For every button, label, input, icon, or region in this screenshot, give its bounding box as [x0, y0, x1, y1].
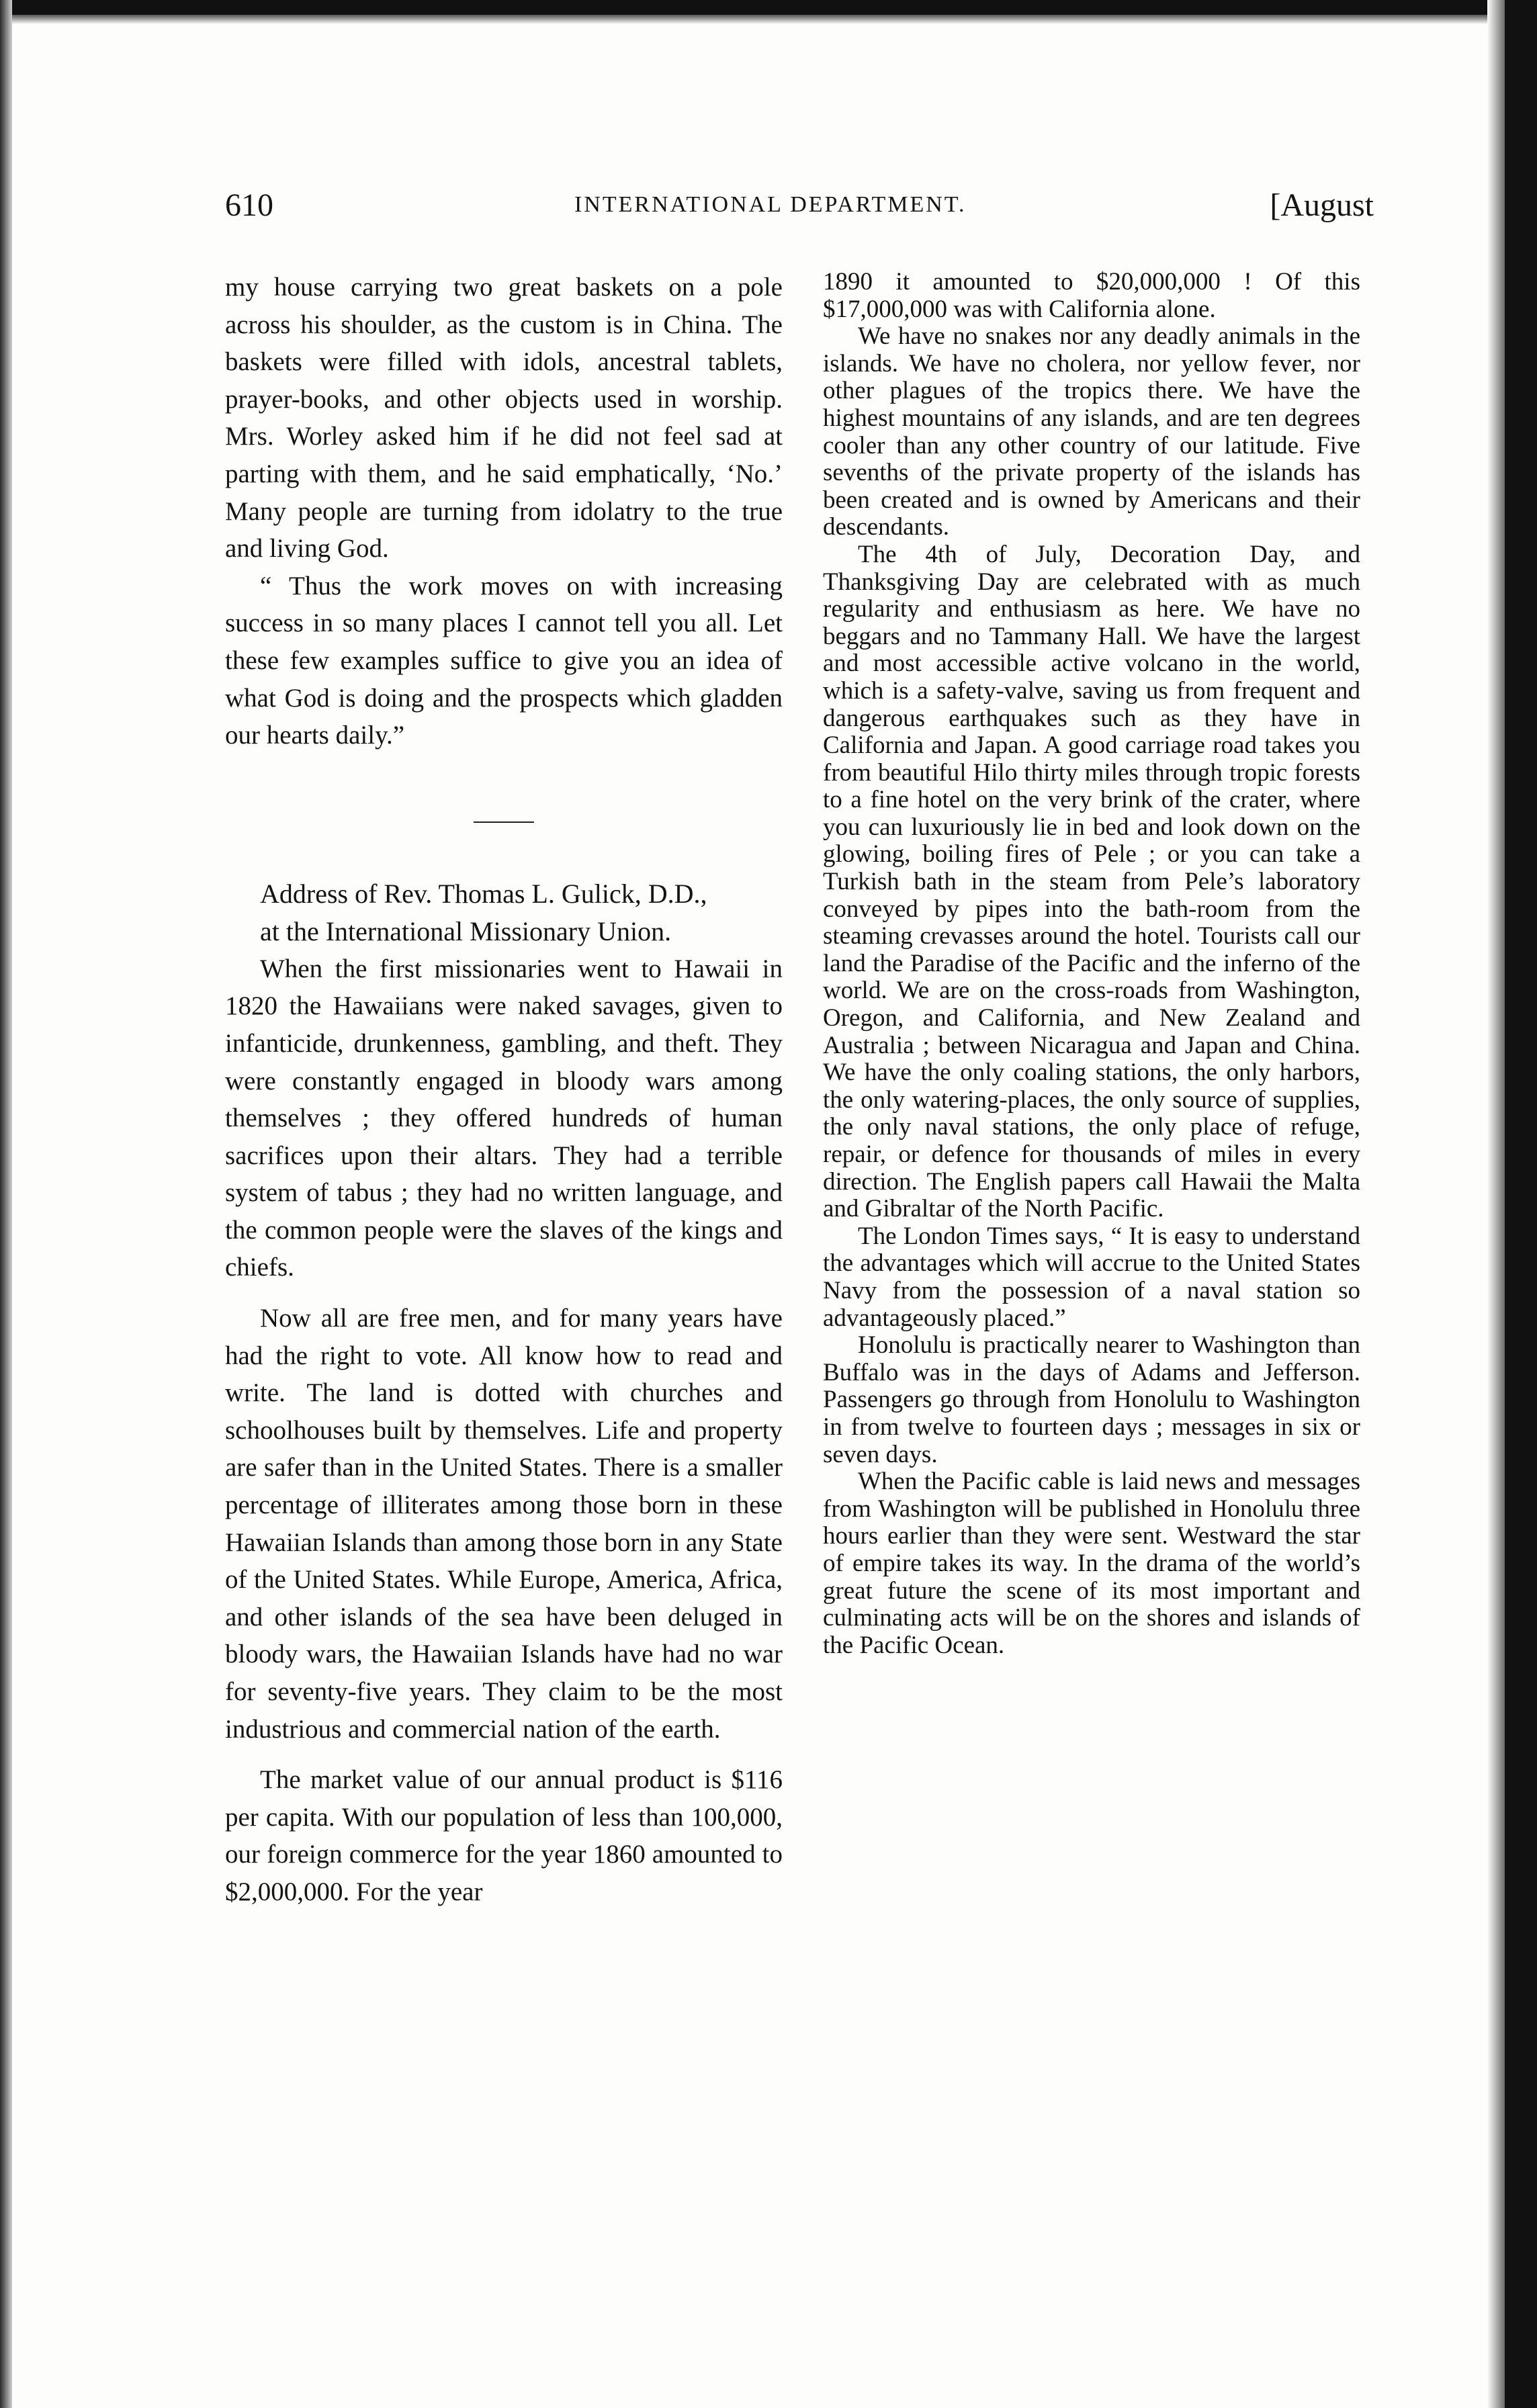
article-heading	[225, 875, 783, 950]
right-paragraph-5: Honolulu is practically nearer to Washington than Buffalo was in the days of Adams and Jefferson. Passengers go through from Honolulu to Washington in from twelve to fourteen days ; messages in six or seven days.	[823, 1331, 1360, 1468]
right-paragraph-3: The 4th of July, Decoration Day, and Thanksgiving Day are celebrated with as much regularity and enthusiasm as here. We have no beggars and no Tammany Hall. We have the largest and most accessible active volcano in the world, which is a safety-valve, saving us from frequent and dangerous earthquakes such as they have in California and Japan. A good carriage road takes you from beautiful Hilo thirty miles through tropic forests to a fine hotel on the very brink of the crater, where you can luxuriously lie in bed and look down on the glowing, boiling fires of Pele ; or you can take a Turkish bath in the steam from Pele’s laboratory conveyed by pipes into the bath-room from the steaming crevasses around the hotel. Tourists call our land the Paradise of the Pacific and the inferno of the world. We are on the cross-roads from Washington, Oregon, and California, and New Zealand and Australia ; between Nicaragua and Japan and China. We have the only coaling stations, the only harbors, the only watering-places, the only source of supplies, the only naval stations, the only place of refuge, repair, or defence for thousands of miles in every direction. The English papers call Hawaii the Malta and Gibraltar of the North Pacific.	[823, 540, 1360, 1223]
article-heading-line-1: Address of Rev. Thomas L. Gulick, D.D.,	[260, 878, 707, 909]
left-paragraph-4: Now all are free men, and for many years have had the right to vote. All know how to read and write. The land is dotted with churches and schoolhouses built by themselves. Life and property are safer than in the United States. There is a smaller percentage of illiterates among those born in these Hawaiian Islands than among those born in any State of the United States. While Europe, America, Africa, and other islands of the sea have been deluged in bloody wars, the Hawaiian Islands have had no war for seventy-five years. They claim to be the most industrious and commercial nation of the earth.	[225, 1304, 783, 1744]
page-number: 610	[225, 187, 273, 223]
left-paragraph-1: my house carrying two great baskets on a pole across his shoulder, as the custom is in China. The baskets were filled with idols, ancestral tablets, prayer-books, and other objects used in worship. Mrs. Worley asked him if he did not feel sad at parting with them, and he said emphatically, ‘No.’ Many people are turning from idolatry to the true and living God.	[225, 273, 783, 564]
section-divider	[474, 821, 534, 823]
right-paragraph-1: 1890 it amounted to $20,000,000 ! Of this $17,000,000 was with California alone.	[823, 268, 1360, 323]
scan-top-shadow	[0, 15, 1537, 24]
scan-left-edge	[0, 0, 12, 2408]
article-heading-line-2: at the International Missionary Union.	[260, 916, 672, 946]
right-paragraph-2: We have no snakes nor any deadly animals in the islands. We have no cholera, nor yellow fever, nor other plagues of the tropics there. We have the highest mountains of any islands, and are ten degrees cooler than any other country of our latitude. Five sevenths of the private property of the islands has been created and is owned by Americans and their descendants.	[823, 322, 1360, 541]
left-paragraph-2: “ Thus the work moves on with increasing success in so many places I cannot tell you all. Let these few examples suffice to give you an idea of what God is doing and the prospects which gladden our hearts daily.”	[225, 571, 783, 750]
right-paragraph-4: The London Times says, “ It is easy to understand the advantages which will accrue to the United States Navy from the possession of a naval station so advantageously placed.”	[823, 1222, 1360, 1332]
scan-top-edge	[0, 0, 1537, 15]
left-column	[225, 269, 783, 1911]
left-paragraph-5: The market value of our annual product is $116 per capita. With our population of less than 100,000, our foreign commerce for the year 1860 amounted to $2,000,000. For the year	[225, 1765, 783, 1906]
left-paragraph-3: When the first missionaries went to Hawaii in 1820 the Hawaiians were naked savages, given to infanticide, drunkenness, gambling, and theft. They were constantly engaged in bloody wars among themselves ; they offered hundreds of human sacrifices upon their altars. They had a terrible system of tabus ; they had no written language, and the common people were the slaves of the kings and chiefs.	[225, 954, 783, 1282]
page-header	[225, 187, 1374, 234]
scan-right-edge	[1505, 0, 1537, 2408]
scan-right-shadow	[1487, 0, 1505, 2408]
right-paragraph-6: When the Pacific cable is laid news and messages from Washington will be published in Honolulu three hours earlier than they were sent. Westward the star of empire takes its way. In the drama of the world’s great future the scene of its most important and culminating acts will be on the shores and islands of the Pacific Ocean.	[823, 1468, 1360, 1659]
header-month: [August	[1270, 187, 1374, 223]
right-column	[823, 269, 1360, 1659]
running-head: INTERNATIONAL DEPARTMENT.	[574, 192, 967, 217]
